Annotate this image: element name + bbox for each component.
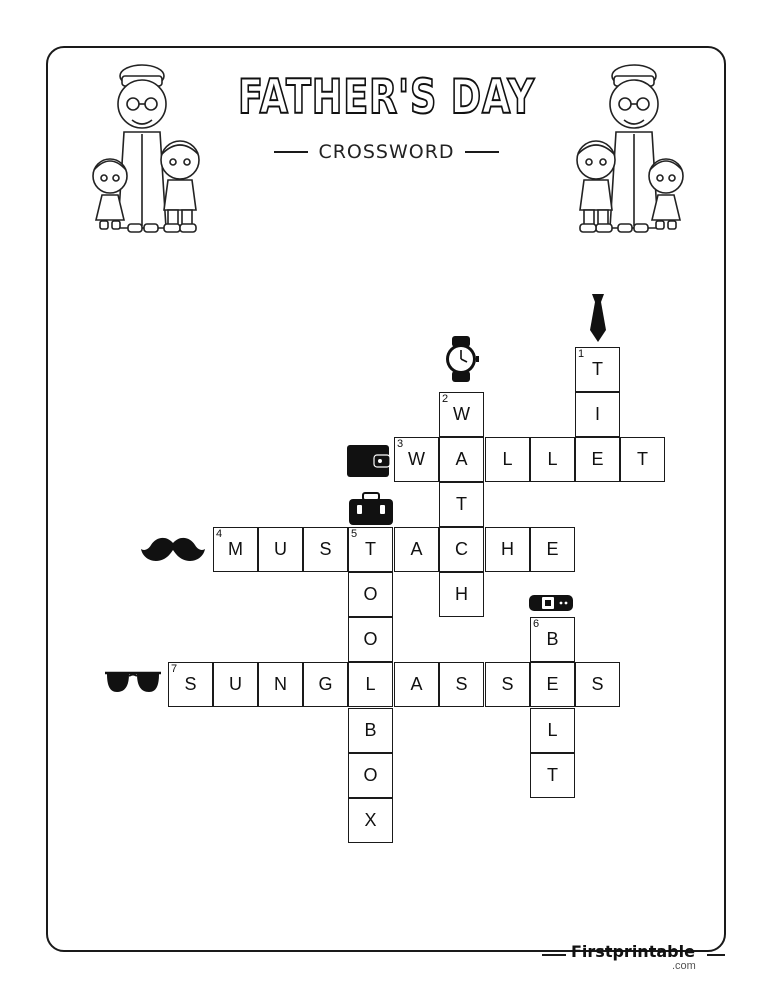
crossword-cell[interactable]: B [348,708,393,753]
crossword-cell[interactable]: L [348,662,393,707]
crossword-cell[interactable]: X [348,798,393,843]
belt-icon [528,592,574,614]
brand-rule-right [707,954,725,956]
crossword-cell[interactable]: L [530,708,575,753]
page-subtitle: CROSSWORD [318,141,455,163]
crossword-cell[interactable]: H [439,572,484,617]
crossword-cell[interactable]: O [348,753,393,798]
crossword-cell[interactable]: A [394,662,439,707]
family-illustration-left [80,58,220,238]
crossword-cell[interactable]: S [485,662,530,707]
crossword-cell[interactable]: A [394,527,439,572]
crossword-cell[interactable]: L [485,437,530,482]
family-illustration-right [556,58,696,238]
crossword-cell[interactable]: E [530,527,575,572]
crossword-cell[interactable]: C [439,527,484,572]
brand-name: Firstprintable [571,942,695,961]
crossword-cell[interactable]: 3 W [394,437,439,482]
crossword-cell[interactable]: 6 B [530,617,575,662]
crossword-cell[interactable]: U [258,527,303,572]
wallet-icon [346,444,392,478]
crossword-cell[interactable]: T [530,753,575,798]
crossword-cell[interactable]: 7 S [168,662,213,707]
subtitle-rule-right [465,151,499,153]
crossword-cell[interactable]: S [303,527,348,572]
crossword-cell[interactable]: 5 T [348,527,393,572]
crossword-cell[interactable]: U [213,662,258,707]
brand-rule-left [542,954,566,956]
crossword-cell[interactable]: N [258,662,303,707]
brand-logo[interactable] [540,940,740,980]
crossword-cell[interactable]: H [485,527,530,572]
crossword-cell[interactable]: E [575,437,620,482]
toolbox-icon [348,492,394,526]
crossword-cell[interactable]: S [575,662,620,707]
crossword-cell[interactable]: T [620,437,665,482]
crossword-cell[interactable]: T [439,482,484,527]
crossword-cell[interactable]: O [348,617,393,662]
crossword-cell[interactable]: G [303,662,348,707]
sunglasses-icon [103,670,163,696]
crossword-cell[interactable]: O [348,572,393,617]
crossword-cell[interactable]: 2 W [439,392,484,437]
crossword-cell[interactable]: 1 T [575,347,620,392]
crossword-cell[interactable]: 4 M [213,527,258,572]
watch-icon [442,335,480,383]
page-title: FATHER'S DAY [238,70,535,125]
crossword-cell[interactable]: A [439,437,484,482]
crossword-cell[interactable]: S [439,662,484,707]
crossword-cell[interactable]: I [575,392,620,437]
mustache-icon [140,535,206,565]
crossword-cell[interactable]: L [530,437,575,482]
crossword-cell[interactable]: E [530,662,575,707]
subtitle-rule-left [274,151,308,153]
brand-tld: .com [672,960,696,972]
tie-icon [586,292,610,344]
